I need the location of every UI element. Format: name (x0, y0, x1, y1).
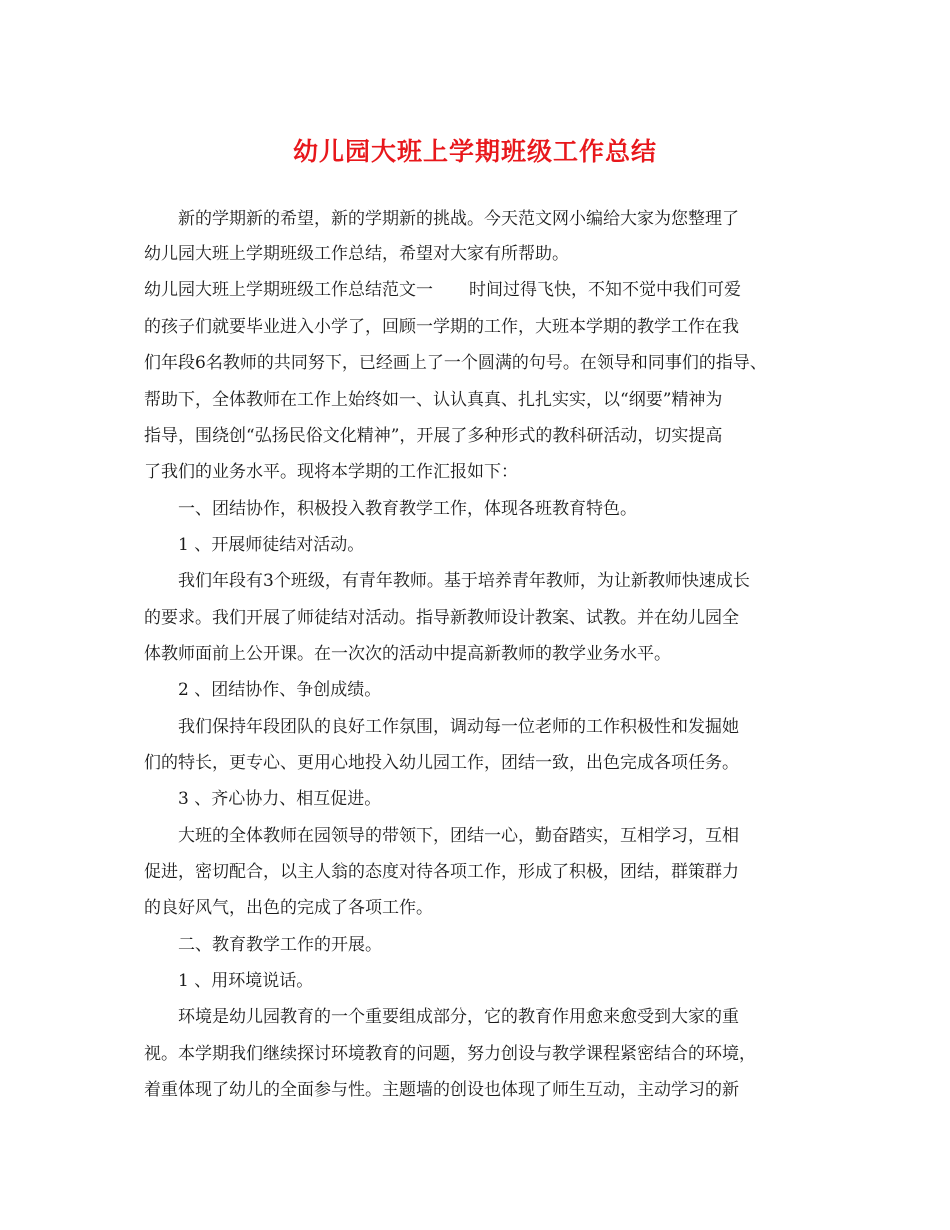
subsection-heading: 2 、团结协作、争创成绩。 (178, 680, 382, 700)
paragraph-line: 帮助下，全体教师在工作上始终如一、认认真真、扎扎实实，以“纲要”精神为 (144, 390, 723, 410)
paragraph-line: 促进，密切配合，以主人翁的态度对待各项工作，形成了积极，团结，群策群力 (144, 862, 739, 882)
paragraph-line: 着重体现了幼儿的全面参与性。主题墙的创设也体现了师生互动，主动学习的新 (144, 1080, 739, 1100)
subsection-heading: 3 、齐心协力、相互促进。 (178, 789, 382, 809)
paragraph-line: 的要求。我们开展了师徒结对活动。指导新教师设计教案、试教。并在幼儿园全 (144, 608, 739, 628)
paragraph-line: 们的特长，更专心、更用心地投入幼儿园工作，团结一致，出色完成各项任务。 (144, 753, 739, 773)
paragraph-line: 了我们的业务水平。现将本学期的工作汇报如下： (144, 462, 518, 482)
subsection-heading: 1 、用环境说话。 (178, 971, 314, 991)
paragraph-line: 新的学期新的希望，新的学期新的挑战。今天范文网小编给大家为您整理了 (178, 209, 739, 229)
document-title: 幼儿园大班上学期班级工作总结 (292, 137, 657, 166)
subsection-heading: 1 、开展师徒结对活动。 (178, 535, 365, 555)
paragraph-line (144, 278, 741, 302)
paragraph-line: 环境是幼儿园教育的一个重要组成部分，它的教育作用愈来愈受到大家的重 (178, 1007, 739, 1027)
paragraph-line: 的良好风气，出色的完成了各项工作。 (144, 898, 433, 918)
paragraph-line: 幼儿园大班上学期班级工作总结，希望对大家有所帮助。 (144, 244, 569, 264)
paragraph-line: 视。本学期我们继续探讨环境教育的问题，努力创设与教学课程紧密结合的环境， (144, 1044, 756, 1064)
section-heading-text: 幼儿园大班上学期班级工作总结范文一 (144, 280, 433, 300)
paragraph-line: 的孩子们就要毕业进入小学了，回顾一学期的工作，大班本学期的教学工作在我 (144, 317, 739, 337)
paragraph-line: 指导，围绕创“弘扬民俗文化精神”，开展了多种形式的教科研活动，切实提高 (144, 426, 723, 446)
section-heading: 一、团结协作，积极投入教育教学工作，体现各班教育特色。 (178, 499, 637, 519)
paragraph-line: 体教师面前上公开课。在一次次的活动中提高新教师的教学业务水平。 (144, 644, 671, 664)
paragraph-line: 大班的全体教师在园领导的带领下，团结一心，勤奋踏实，互相学习，互相 (178, 826, 739, 846)
section-heading: 二、教育教学工作的开展。 (178, 935, 382, 955)
paragraph-text: 时间过得飞快，不知不觉中我们可爱 (469, 280, 741, 300)
paragraph-line: 我们年段有3个班级，有青年教师。基于培养青年教师，为让新教师快速成长 (178, 571, 750, 591)
paragraph-line: 们年段6名教师的共同努下，已经画上了一个圆满的句号。在领导和同事们的指导、 (144, 353, 767, 373)
paragraph-line: 我们保持年段团队的良好工作氛围，调动每一位老师的工作积极性和发掘她 (178, 717, 739, 737)
